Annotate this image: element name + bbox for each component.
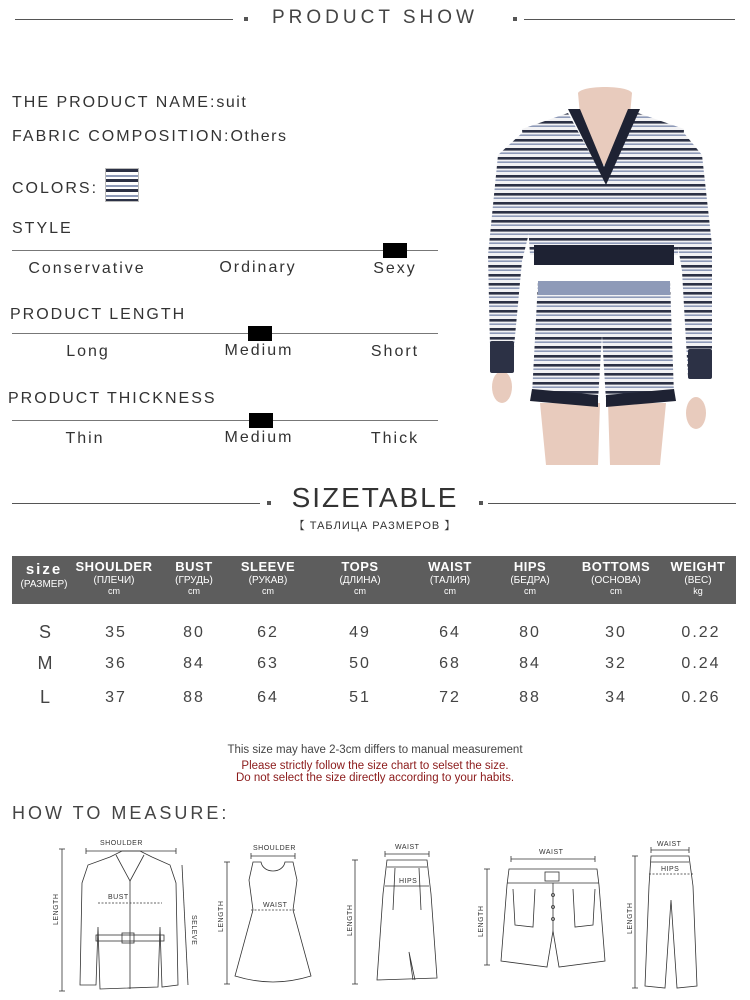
label-waist: WAIST (539, 849, 564, 856)
size-dot-right (479, 501, 483, 505)
label-shoulder: SHOULDER (100, 840, 143, 847)
cell-hips: 80 (519, 624, 541, 641)
style-scale-marker (383, 243, 407, 258)
label-length: LENGTH (478, 905, 485, 937)
product-name-row (12, 94, 247, 112)
size-line-left (12, 503, 260, 504)
how-to-measure-title: HOW TO MEASURE: (12, 803, 230, 823)
thickness-option-thick: Thick (370, 430, 420, 447)
product-name-label: THE PRODUCT NAME: (12, 94, 217, 111)
col-bust: BUST (ГРУДЬ) cm (175, 559, 213, 596)
cell-weight: 0.24 (681, 655, 721, 672)
label-length: LENGTH (627, 902, 634, 934)
header-dot-left (244, 17, 248, 21)
thickness-scale-line (12, 420, 438, 421)
cell-size: M (37, 653, 53, 673)
cell-hips: 84 (519, 655, 541, 672)
color-swatch-stripe[interactable] (105, 168, 139, 202)
cell-sleeve: 62 (257, 624, 279, 641)
length-scale-marker (248, 326, 272, 341)
thickness-label: PRODUCT THICKNESS (8, 390, 217, 407)
label-waist: WAIST (263, 902, 288, 909)
cell-bust: 88 (183, 689, 205, 706)
label-bust: BUST (108, 894, 129, 901)
length-label: PRODUCT LENGTH (10, 306, 187, 323)
product-name-value: suit (216, 94, 248, 111)
note-follow-chart: Please strictly follow the size chart to selset the size. (241, 760, 509, 772)
length-scale-line (12, 333, 438, 334)
cell-size: S (38, 622, 51, 642)
cell-bottoms: 32 (605, 655, 627, 672)
thickness-scale-marker (249, 413, 273, 428)
label-hips: HIPS (661, 866, 680, 873)
cell-tops: 51 (349, 689, 371, 706)
style-label: STYLE (12, 220, 73, 237)
cell-bust: 80 (183, 624, 205, 641)
size-table-subtitle: 【 ТАБЛИЦА РАЗМЕРОВ 】 (293, 520, 457, 532)
note-habits: Do not select the size directly according to your habits. (235, 772, 515, 784)
header-line-right (524, 19, 735, 20)
fabric-value: Others (230, 128, 288, 145)
cell-size: L (39, 687, 50, 707)
cell-bottoms: 34 (605, 689, 627, 706)
col-sleeve: SLEEVE (РУКАВ) cm (240, 559, 296, 596)
jacket-measure-diagram (50, 835, 200, 995)
product-photo (470, 85, 740, 470)
label-waist: WAIST (657, 841, 682, 848)
col-weight: WEIGHT (ВЕС) kg (670, 559, 726, 596)
cell-waist: 72 (439, 689, 461, 706)
size-line-right (488, 503, 736, 504)
col-hips: HIPS (БЕДРА) cm (510, 559, 550, 596)
skirt-measure-diagram (345, 840, 445, 990)
label-sleeve: SELEVE (190, 915, 197, 946)
label-shoulder: SHOULDER (253, 845, 296, 852)
cell-weight: 0.26 (681, 689, 721, 706)
style-option-ordinary: Ordinary (219, 259, 297, 276)
cell-shoulder: 37 (105, 689, 127, 706)
cell-hips: 88 (519, 689, 541, 706)
length-option-short: Short (370, 343, 420, 360)
dress-measure-diagram (215, 840, 325, 990)
shorts-measure-diagram (475, 845, 615, 975)
col-shoulder: SHOULDER (ПЛЕЧИ) cm (75, 559, 153, 596)
size-table-header (12, 556, 736, 604)
label-waist: WAIST (395, 844, 420, 851)
col-tops: TOPS (ДЛИНА) cm (339, 559, 381, 596)
length-option-medium: Medium (224, 342, 294, 359)
pants-measure-diagram (625, 838, 715, 998)
header-dot-right (513, 17, 517, 21)
length-option-long: Long (66, 343, 110, 360)
thickness-option-thin: Thin (65, 430, 105, 447)
cell-tops: 49 (349, 624, 371, 641)
fabric-row (12, 128, 287, 146)
thickness-option-medium: Medium (224, 429, 294, 446)
col-bottoms: BOTTOMS (ОСНОВА) cm (581, 559, 651, 596)
cell-sleeve: 64 (257, 689, 279, 706)
cell-weight: 0.22 (681, 624, 721, 641)
col-size: size (РАЗМЕР) (20, 561, 68, 590)
cell-waist: 64 (439, 624, 461, 641)
cell-shoulder: 35 (105, 624, 127, 641)
style-scale-line (12, 250, 438, 251)
cell-bottoms: 30 (605, 624, 627, 641)
style-option-conservative: Conservative (28, 260, 146, 277)
product-show-title: PRODUCT SHOW (272, 7, 478, 28)
colors-label: COLORS: (12, 180, 99, 197)
style-option-sexy: Sexy (373, 260, 417, 277)
fabric-label: FABRIC COMPOSITION: (12, 128, 231, 145)
col-waist: WAIST (ТАЛИЯ) cm (428, 559, 472, 596)
cell-shoulder: 36 (105, 655, 127, 672)
label-length: LENGTH (53, 893, 60, 925)
header-line-left (15, 19, 233, 20)
label-length: LENGTH (218, 900, 225, 932)
label-length: LENGTH (347, 904, 354, 936)
label-hips: HIPS (399, 878, 418, 885)
note-measurement: This size may have 2-3cm differs to manual measurement (227, 744, 523, 756)
cell-waist: 68 (439, 655, 461, 672)
cell-sleeve: 63 (257, 655, 279, 672)
cell-bust: 84 (183, 655, 205, 672)
size-table-title: SIZETABLE (291, 482, 459, 513)
cell-tops: 50 (349, 655, 371, 672)
